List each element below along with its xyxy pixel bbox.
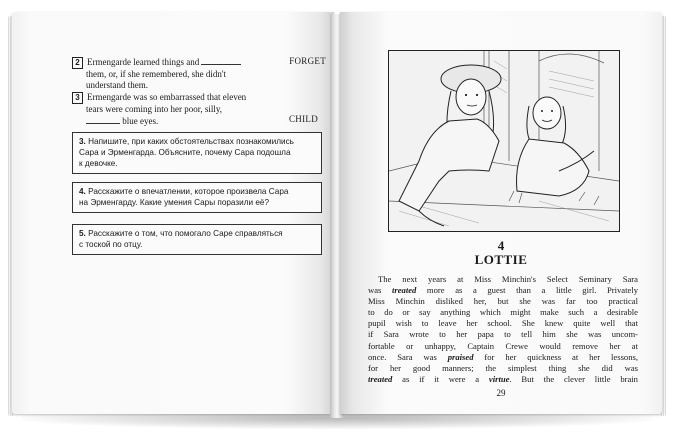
task-3-box	[72, 132, 322, 174]
chapter-title: LOTTIE	[474, 252, 528, 267]
task-text: Расскажите о том, что помогало Саре справляться	[88, 229, 283, 238]
chapter-illustration	[388, 50, 620, 232]
exercise-line	[72, 92, 312, 104]
task-text: на Эрменгарду. Какие умения Сары поразили её?	[79, 198, 269, 207]
exercise-number: 2	[72, 57, 83, 69]
exercise-2	[72, 56, 326, 91]
text-line: The next years at Miss Minchin's Select Seminary Sara	[378, 274, 638, 284]
word-hint: CHILD	[289, 114, 318, 124]
exercise-line	[72, 115, 312, 127]
left-page	[12, 12, 334, 414]
page-number: 29	[496, 388, 506, 398]
task-5-box	[72, 224, 322, 255]
exercise-text: Ermengarde learned things and	[87, 57, 200, 67]
answer-blank[interactable]	[201, 56, 241, 65]
task-text: Расскажите о впечатлении, которое произвела Сара	[88, 187, 289, 196]
text-line: for her good manners; the simplest thing she did was	[368, 362, 638, 373]
task-text: с тоской по отцу.	[79, 240, 143, 249]
text-line: pupil wish to leave her school. She knew quite well that	[368, 318, 638, 329]
task-4-box	[72, 182, 322, 213]
exercise-text: Ermengarde was so embarrassed that eleven	[87, 92, 247, 102]
text-line: Miss Minchin disliked her, but she was far too practical	[368, 296, 638, 307]
exercise-line	[72, 56, 312, 69]
chapter-number: 4	[497, 238, 505, 253]
task-number: 3.	[79, 137, 86, 146]
text-line: was treated more as a guest than a little girl. Privately	[368, 285, 639, 296]
right-page	[340, 12, 662, 414]
exercise-3	[72, 92, 318, 127]
exercise-line: tears were coming into her poor, silly,	[86, 104, 223, 114]
text-line: once. Sara was praised for her quickness at her lessons,	[368, 351, 638, 362]
text-line: treated as if it were a virtue. But the clever little brain	[368, 373, 638, 384]
open-book	[12, 12, 662, 427]
exercise-line: understand them.	[86, 80, 148, 90]
text-line: fortable or unhappy, Captain Crewe would remove her at	[368, 340, 638, 351]
task-text: Напишите, при каких обстоятельствах познакомились	[88, 137, 294, 146]
girls-drawing-icon	[389, 51, 619, 231]
word-hint: FORGET	[289, 56, 326, 66]
answer-blank[interactable]	[86, 115, 120, 124]
exercise-number: 3	[72, 92, 83, 104]
exercise-line: them, or, if she remembered, she didn't	[86, 69, 226, 79]
exercise-text: blue eyes.	[122, 116, 159, 126]
text-line: if Sara wrote to her papa to tell him she was uncom-	[368, 329, 638, 340]
chapter-body-text	[368, 274, 638, 385]
text-line: to do or say anything which might make such a desirable	[368, 307, 638, 318]
task-text: Сара и Эрменгарда. Объясните, почему Сара подошла	[79, 148, 291, 157]
task-text: к девочке.	[79, 159, 118, 168]
task-number: 5.	[79, 229, 86, 238]
task-number: 4.	[79, 187, 86, 196]
